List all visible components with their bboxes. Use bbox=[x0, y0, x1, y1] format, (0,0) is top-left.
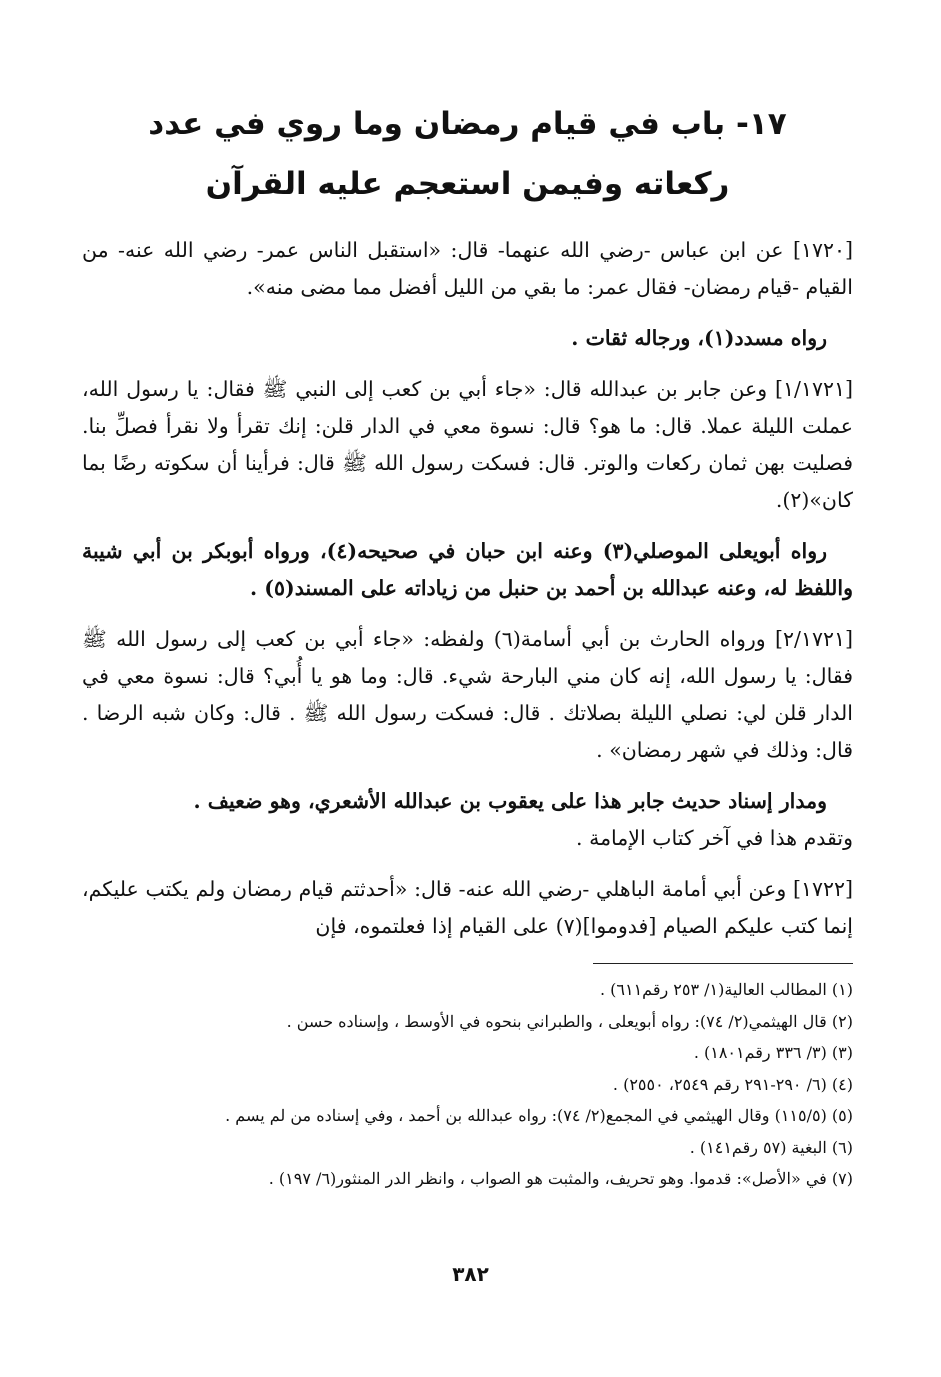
cross-reference-note: وتقدم هذا في آخر كتاب الإمامة . bbox=[576, 826, 853, 850]
footnote-3: (٣) (٣/ ٣٣٦ رقم١٨٠١) . bbox=[693, 1043, 853, 1062]
isnad-note: ومدار إسناد حديث جابر هذا على يعقوب بن عبدالله الأشعري، وهو ضعيف . bbox=[193, 789, 827, 813]
footnotes bbox=[82, 974, 853, 1195]
hadith-1722: [١٧٢٢] وعن أبي أمامة الباهلي -رضي الله عنه- قال: «أحدثتم قيام رمضان ولم يكتب عليكم، إنما كتب عليكم الصيام [فدوموا](٧) على القيام إذا فعلتموه، فإن bbox=[82, 877, 853, 938]
hadith-1721-2: [٢/١٧٢١] ورواه الحارث بن أبي أسامة(٦) ولفظه: «جاء أبي بن كعب إلى رسول الله ﷺ فقال: يا رسول الله، إنه كان مني البارحة شيء. قال: وما هو يا أُبي؟ قال: نسوة معي في الدار قلن لي: نصلي الليلة بصلاتك . قال: فسكت رسول الله ﷺ . قال: وكان شبه الرضا . قال: وذلك في شهر رمضان» . bbox=[82, 627, 853, 762]
narration-note-2: رواه أبويعلى الموصلي(٣) وعنه ابن حبان في صحيحه(٤)، ورواه أبوبكر بن أبي شيبة واللفظ له، وعنه عبدالله بن أحمد بن حنبل من زياداته على المسند(٥) . bbox=[82, 539, 853, 600]
footnote-7: (٧) في «الأصل»: قدموا. وهو تحريف، والمثبت هو الصواب ، وانظر الدر المنثور(٦/ ١٩٧) . bbox=[268, 1169, 853, 1188]
page-number: ٣٨٢ bbox=[452, 1262, 489, 1286]
chapter-title-line-1: ١٧- باب في قيام رمضان وما روي في عدد bbox=[148, 106, 787, 142]
hadith-1721-1: [١/١٧٢١] وعن جابر بن عبدالله قال: «جاء أبي بن كعب إلى النبي ﷺ فقال: يا رسول الله، عملت الليلة عملا. قال: ما هو؟ قال: نسوة معي في الدار قلن: إنك تقرأ ولا نقرأ فصلِّ بنا. فصليت بهن ثمان ركعات والوتر. قال: فسكت رسول الله ﷺ قال: فرأينا أن سكوته رضًا بما كان»(٢). bbox=[82, 377, 853, 512]
footnote-5: (٥) (١١٥/٥) وقال الهيثمي في المجمع(٢/ ٧٤): رواه عبدالله بن أحمد ، وفي إسناده من لم يسم . bbox=[225, 1106, 853, 1125]
footnote-2: (٢) قال الهيثمي(٢/ ٧٤): رواه أبويعلى ، والطبراني بنحوه في الأوسط ، وإسناده حسن . bbox=[286, 1011, 853, 1031]
footnote-4: (٤) (٦/ ٢٩٠-٢٩١ رقم ٢٥٤٩، ٢٥٥٠) . bbox=[612, 1074, 853, 1094]
footnote-1: (١) المطالب العالية(١/ ٢٥٣ رقم٦١١) . bbox=[599, 980, 853, 999]
chapter-title-line-2: ركعاته وفيمن استعجم عليه القرآن bbox=[205, 166, 730, 202]
narration-note-1: رواه مسدد(١)، ورجاله ثقات . bbox=[571, 326, 827, 350]
hadith-1720: [١٧٢٠] عن ابن عباس -رضي الله عنهما- قال: «استقبل الناس عمر- رضي الله عنه- من القيام -قيام رمضان- فقال عمر: ما بقي من الليل أفضل مما مضى منه». bbox=[82, 238, 853, 299]
chapter-title bbox=[82, 94, 853, 214]
footnote-6: (٦) البغية (٥٧ رقم١٤١) . bbox=[689, 1137, 853, 1157]
footnote-separator bbox=[593, 963, 853, 964]
